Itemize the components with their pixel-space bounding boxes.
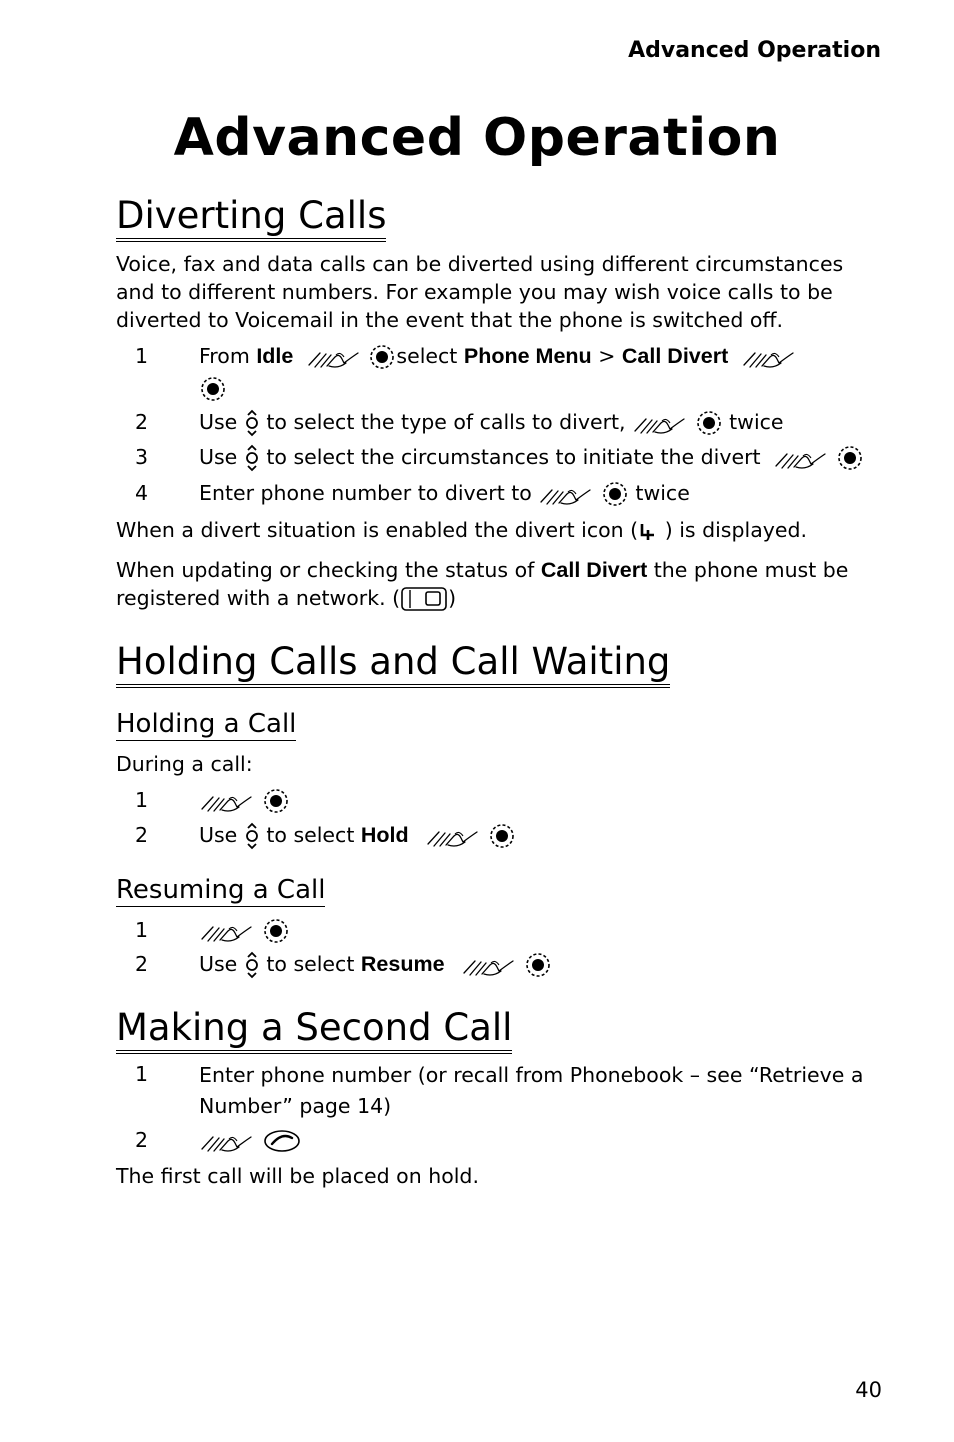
network-screen-icon [400, 586, 448, 612]
hand-press-icon [632, 409, 688, 437]
select-key-icon [262, 787, 290, 815]
diverting-calls-heading: Diverting Calls [116, 194, 386, 242]
scroll-key-icon [244, 409, 260, 437]
call-divert-status-note: When updating or checking the status of Call Divert the phone must be registered with a network. ( ) [116, 558, 849, 610]
hand-press-icon [199, 1127, 255, 1155]
step-text: Use to select Resume [199, 950, 879, 979]
step-number: 4 [135, 481, 149, 505]
second-call-step-1 [116, 1060, 876, 1122]
step-number: 1 [135, 918, 149, 942]
select-key-icon [601, 480, 629, 508]
select-key-icon [262, 917, 290, 945]
chapter-title: Advanced Operation [173, 108, 781, 168]
step-text: From Idle select Phone Menu > Call Divert [199, 342, 879, 371]
step-number: 1 [135, 344, 149, 368]
hand-press-icon [461, 951, 517, 979]
divert-icon [638, 521, 658, 541]
holding-intro: During a call: [116, 752, 253, 776]
select-key-icon [836, 444, 864, 472]
hand-press-icon [306, 343, 362, 371]
hand-press-icon [741, 343, 797, 371]
select-key-icon [368, 343, 396, 371]
step-text: Use to select Hold [199, 821, 879, 850]
second-call-footer: The first call will be placed on hold. [116, 1164, 479, 1188]
select-key-icon [524, 951, 552, 979]
step-number: 2 [135, 1128, 149, 1152]
step-number: 2 [135, 823, 149, 847]
hand-press-icon [199, 917, 255, 945]
hand-press-icon [773, 444, 829, 472]
hand-press-icon [199, 787, 255, 815]
hand-press-icon [425, 822, 481, 850]
holding-calls-heading: Holding Calls and Call Waiting [116, 640, 670, 688]
running-head: Advanced Operation [628, 38, 881, 63]
scroll-key-icon [244, 444, 260, 472]
step-number: 1 [135, 1062, 149, 1086]
step-text: Enter phone number to divert to twice [199, 479, 879, 508]
step-text: Enter phone number (or recall from Phonebook – see “Retrieve a Number” page 14) [199, 1063, 864, 1118]
second-call-heading: Making a Second Call [116, 1006, 512, 1054]
resuming-a-call-heading: Resuming a Call [116, 875, 326, 905]
page-number: 40 [855, 1378, 882, 1402]
scroll-key-icon [244, 822, 260, 850]
step-number: 3 [135, 445, 149, 469]
hand-press-icon [538, 480, 594, 508]
diverting-intro: Voice, fax and data calls can be diverted using different circumstances and to different numbers. For example you may wish voice calls to be diverted to Voicemail in the event that the phone is switched off. [116, 252, 844, 332]
select-key-icon [695, 409, 723, 437]
divert-icon-note: When a divert situation is enabled the divert icon ( ) is displayed. [116, 518, 808, 542]
step-text: Use to select the circumstances to initiate the divert [199, 443, 879, 472]
select-key-icon [488, 822, 516, 850]
step-text: Use to select the type of calls to divert, twice [199, 408, 879, 437]
holding-a-call-heading: Holding a Call [116, 709, 297, 739]
step-number: 2 [135, 952, 149, 976]
scroll-key-icon [244, 951, 260, 979]
step-number: 2 [135, 410, 149, 434]
select-key-icon [199, 375, 227, 403]
send-call-icon [262, 1128, 302, 1154]
step-number: 1 [135, 788, 149, 812]
